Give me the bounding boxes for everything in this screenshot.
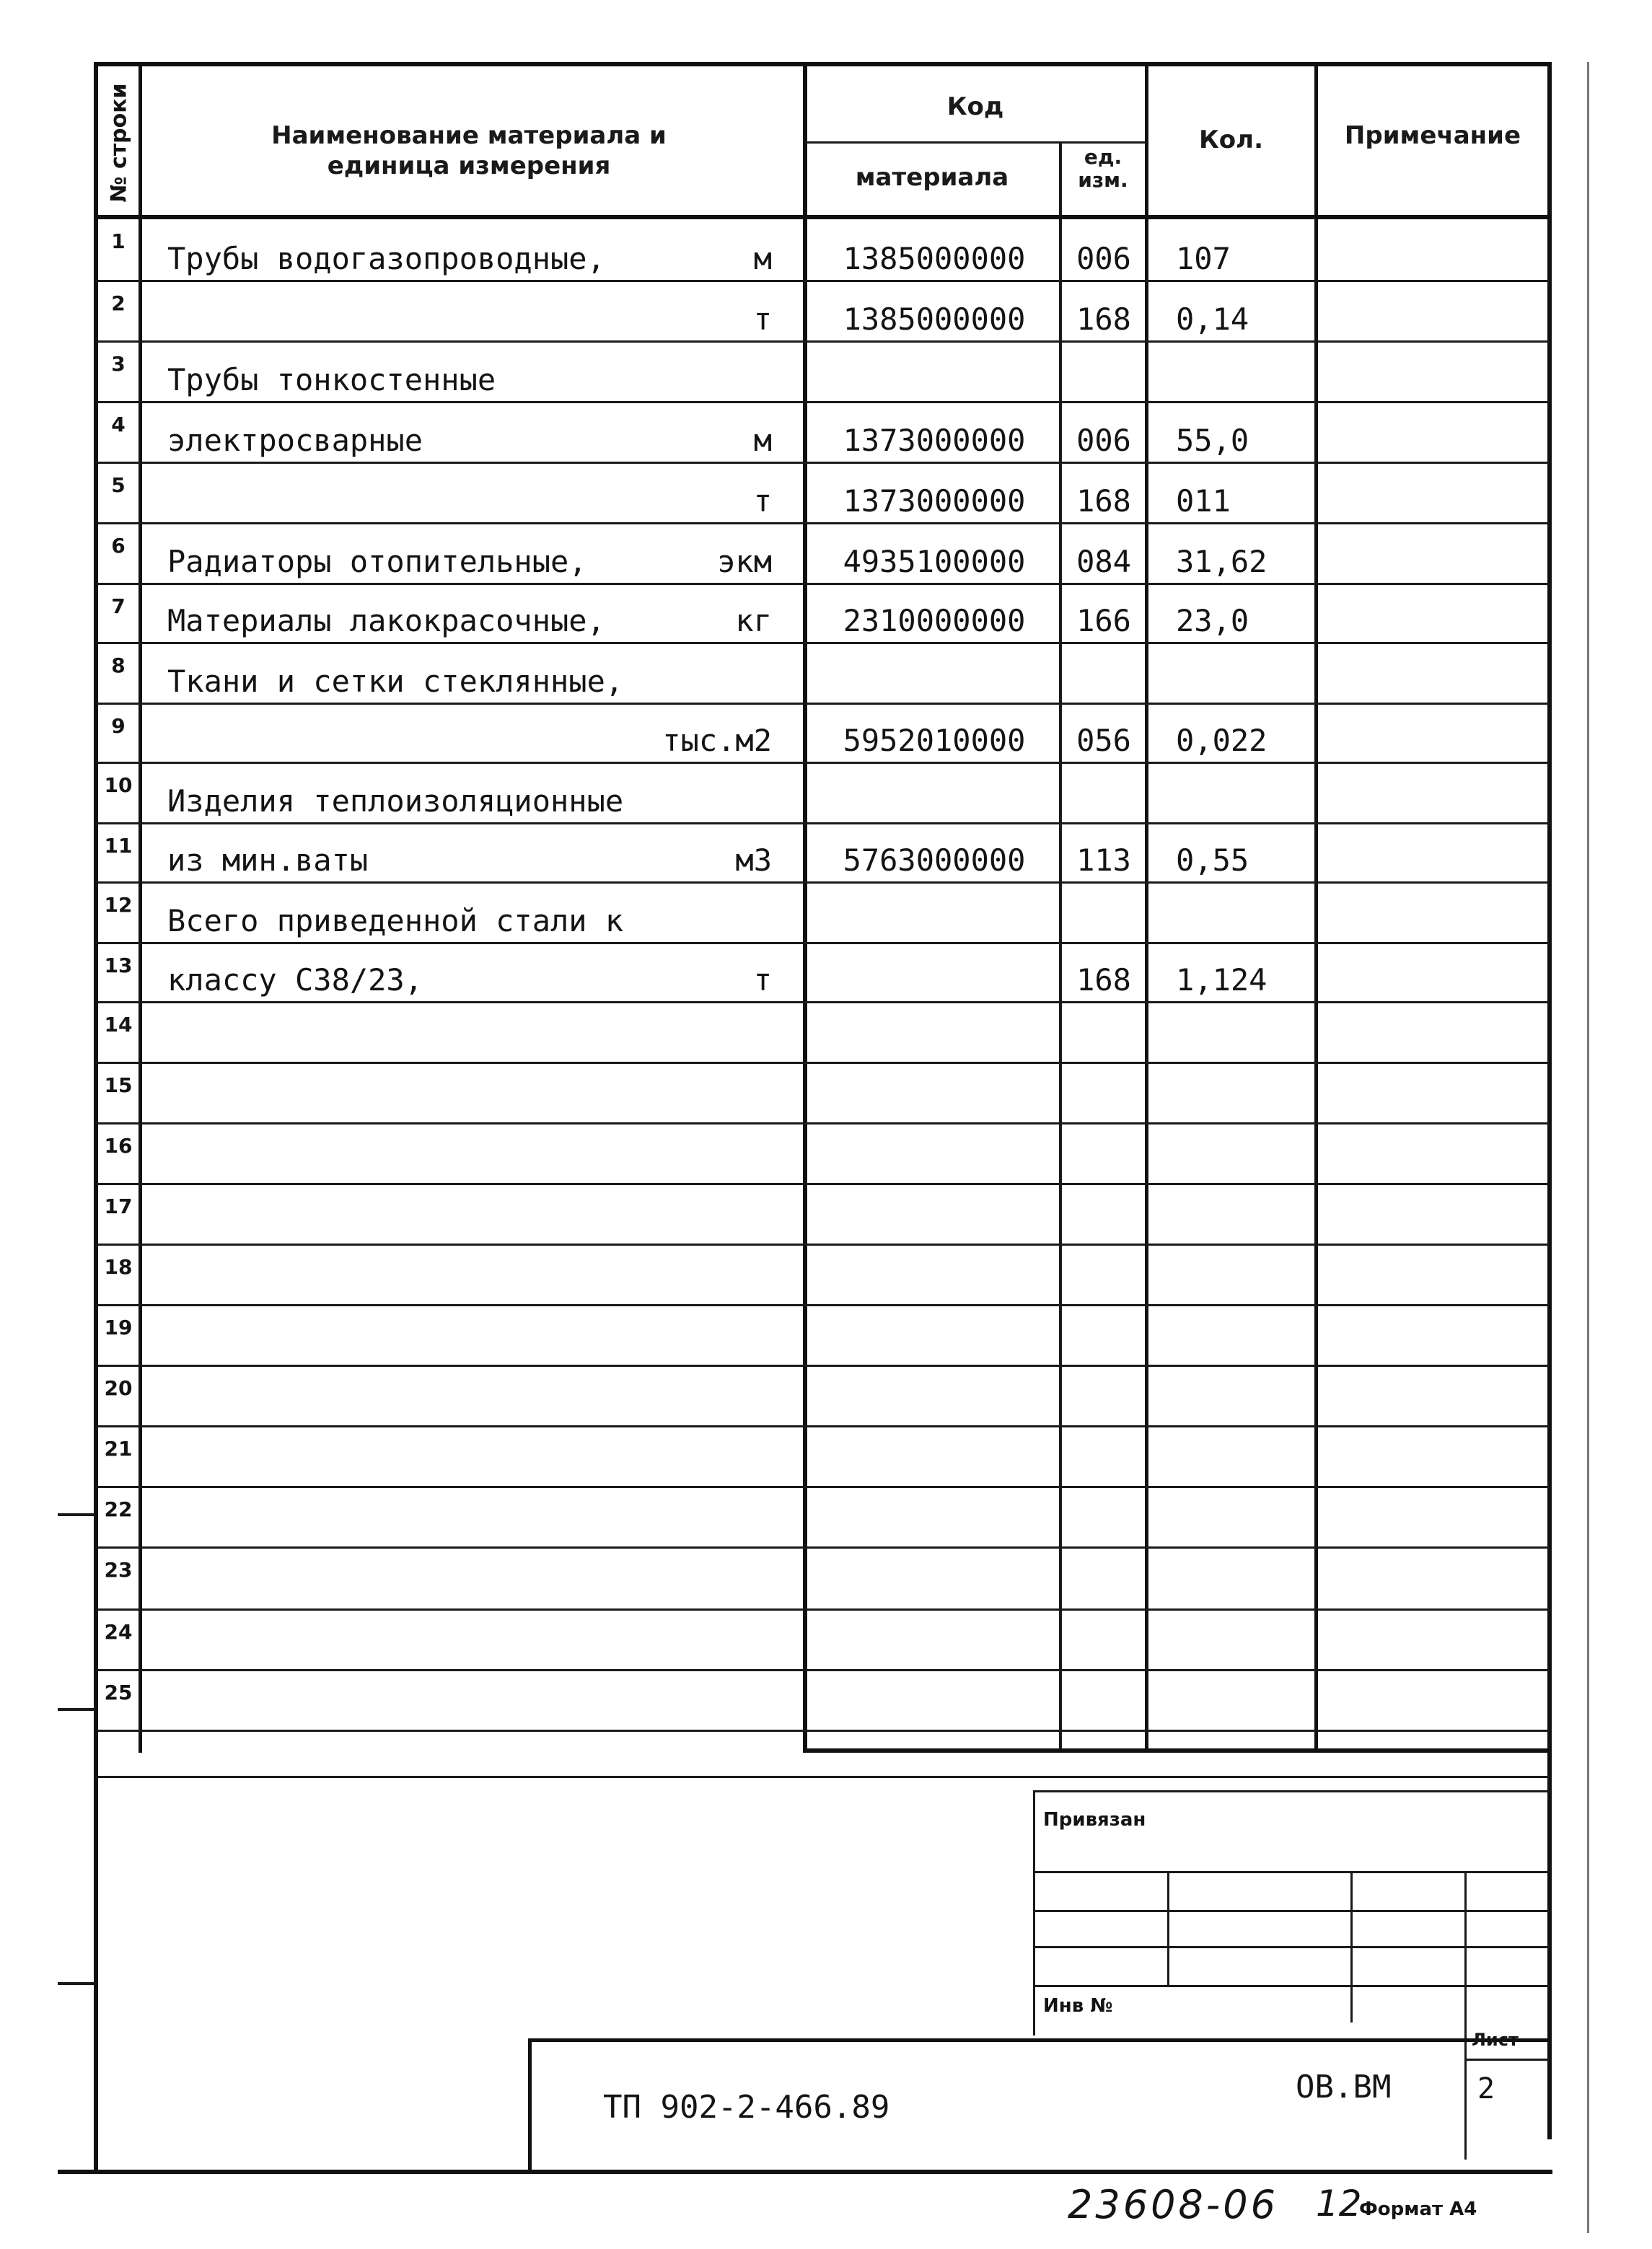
frame-top-border [94,62,1551,66]
row-number: 2 [111,291,126,315]
frame-bottom-border [58,2170,1552,2174]
row-line [97,1730,1550,1732]
sheet-number: 2 [1477,2072,1495,2105]
stamp-col-line [1464,1871,1467,2160]
row-number: 21 [104,1437,133,1461]
row-line [97,1546,1550,1549]
material-unit: т [753,483,772,519]
row-number: 8 [111,653,126,677]
quantity: 23,0 [1176,603,1249,638]
row-number: 3 [111,352,126,376]
row-line [97,1669,1550,1671]
unit-code: 166 [1076,603,1131,638]
title-block-left [528,2038,532,2171]
frame-right-border [1547,62,1552,2139]
material-name: Материалы лакокрасочные, [167,603,605,638]
material-header: материала [855,163,1009,192]
header-bottom-line [97,215,1550,219]
row-line [97,1122,1550,1124]
row-number: 7 [111,594,126,618]
stamp-col-line [1350,1871,1353,2023]
note-header: Примечание [1344,121,1521,150]
row-line [97,1001,1550,1003]
unit-code: 168 [1076,302,1131,337]
material-name: электросварные [167,423,423,458]
unit-code: 006 [1076,423,1131,458]
table-end-line [97,1776,1550,1778]
rownum-header [100,71,139,215]
row-number: 5 [111,473,126,497]
material-unit: м3 [735,842,772,878]
row-line [97,340,1550,343]
margin-tick [58,1708,95,1711]
stamp-col-line [1167,1871,1169,1985]
row-number: 9 [111,714,126,738]
material-code: 1385000000 [843,241,1026,276]
unit-code: 056 [1076,723,1131,758]
material-unit: м [753,241,772,276]
code-header: Код [946,92,1004,121]
row-line [97,401,1550,403]
quantity: 1,124 [1176,962,1267,998]
unit-code: 084 [1076,544,1131,579]
quantity: 0,022 [1176,723,1267,758]
row-line [97,942,1550,944]
material-name: классу С38/23, [167,962,423,998]
stamp-line [1033,1985,1550,1987]
material-name: Изделия теплоизоляционные [167,783,624,819]
row-line [97,822,1550,824]
material-code: 5952010000 [843,723,1026,758]
name-header-line2: единица измерения [327,151,611,180]
material-unit: м [753,423,772,458]
row-number: 19 [104,1316,133,1339]
margin-tick [58,1513,95,1516]
row-number: 12 [104,893,133,917]
unit-header-line1: ед. [1084,145,1122,169]
unit-code: 113 [1076,842,1131,878]
col-divider-unit [1059,141,1062,1753]
row-number: 4 [111,413,126,436]
material-unit: тыс.м2 [662,723,772,758]
unit-header [1060,146,1146,192]
material-name: Всего приведенной стали к [167,903,624,938]
linked-label: Привязан [1043,1809,1146,1831]
material-code: 4935100000 [843,544,1026,579]
row-line [97,1304,1550,1306]
row-line [97,522,1550,524]
material-code: 1373000000 [843,483,1026,519]
row-line [97,1486,1550,1488]
row-number: 16 [104,1134,133,1158]
sheet-label-line [1464,2059,1550,2061]
stamp-line [1033,1946,1550,1948]
row-number: 22 [104,1497,133,1521]
row-number: 15 [104,1073,133,1097]
row-number: 24 [104,1620,133,1644]
inv-no-label: Инв № [1043,1995,1113,2017]
row-number: 14 [104,1013,133,1037]
row-line [97,703,1550,705]
material-code: 2310000000 [843,603,1026,638]
table-bottom-line [803,1748,1550,1753]
row-line [97,881,1550,884]
col-divider-rownum [139,65,142,1753]
stamp-line [1033,1871,1550,1873]
col-divider-note [1314,65,1318,1753]
document-code: ТП 902-2-466.89 [603,2089,890,2126]
stamp-top-line [1033,1790,1550,1792]
row-number: 10 [104,773,133,797]
material-unit: т [753,302,772,337]
row-number: 17 [104,1194,133,1218]
row-line [97,280,1550,282]
material-unit: кг [735,603,772,638]
unit-code: 168 [1076,962,1131,998]
unit-code: 168 [1076,483,1131,519]
row-number: 25 [104,1681,133,1704]
row-line [97,1183,1550,1185]
material-name: Ткани и сетки стеклянные, [167,664,624,699]
row-number: 23 [104,1558,133,1582]
quantity: 107 [1176,241,1231,276]
row-line [97,1244,1550,1246]
qty-header: Кол. [1199,126,1263,154]
material-name: Трубы тонкостенные [167,362,496,397]
row-line [97,462,1550,464]
code-subheader-line [805,141,1146,144]
material-unit: экм [717,544,772,579]
material-unit: т [753,962,772,998]
row-number: 18 [104,1255,133,1279]
row-number: 1 [111,229,126,253]
row-line [97,642,1550,644]
frame-left-border [94,65,98,2171]
row-line [97,1425,1550,1427]
material-code: 1373000000 [843,423,1026,458]
sheet-label: Лист [1472,2030,1519,2050]
unit-code: 006 [1076,241,1131,276]
stamp-left-line [1033,1790,1035,2035]
material-name: из мин.ваты [167,842,369,878]
unit-header-line2: изм. [1078,168,1128,192]
row-line [97,1608,1550,1611]
page-edge-line [1587,62,1589,2233]
row-line [97,762,1550,764]
rownum-header-label: № строки [106,83,132,203]
material-code: 1385000000 [843,302,1026,337]
row-number: 6 [111,534,126,558]
quantity: 31,62 [1176,544,1267,579]
row-line [97,1062,1550,1064]
quantity: 0,14 [1176,302,1249,337]
row-line [97,583,1550,585]
quantity: 55,0 [1176,423,1249,458]
paper-format: Формат А4 [1359,2199,1477,2220]
margin-tick [58,1982,95,1985]
archive-number: 23608-06 [1068,2182,1278,2227]
quantity: 0,55 [1176,842,1249,878]
row-number: 20 [104,1376,133,1400]
stamp-line [1033,1910,1550,1912]
row-line [97,1365,1550,1367]
sheet-handwritten: 12 [1316,2183,1362,2224]
quantity: 011 [1176,483,1231,519]
title-block-top [528,2038,1550,2042]
row-number: 11 [104,834,133,858]
document-mark: ОВ.ВМ [1296,2069,1392,2105]
name-header-line1: Наименование материала и [271,121,667,150]
col-divider-code [803,65,807,1753]
material-code: 5763000000 [843,842,1026,878]
row-number: 13 [104,954,133,977]
material-name: Трубы водогазопроводные, [167,241,605,276]
material-name: Радиаторы отопительные, [167,544,587,579]
